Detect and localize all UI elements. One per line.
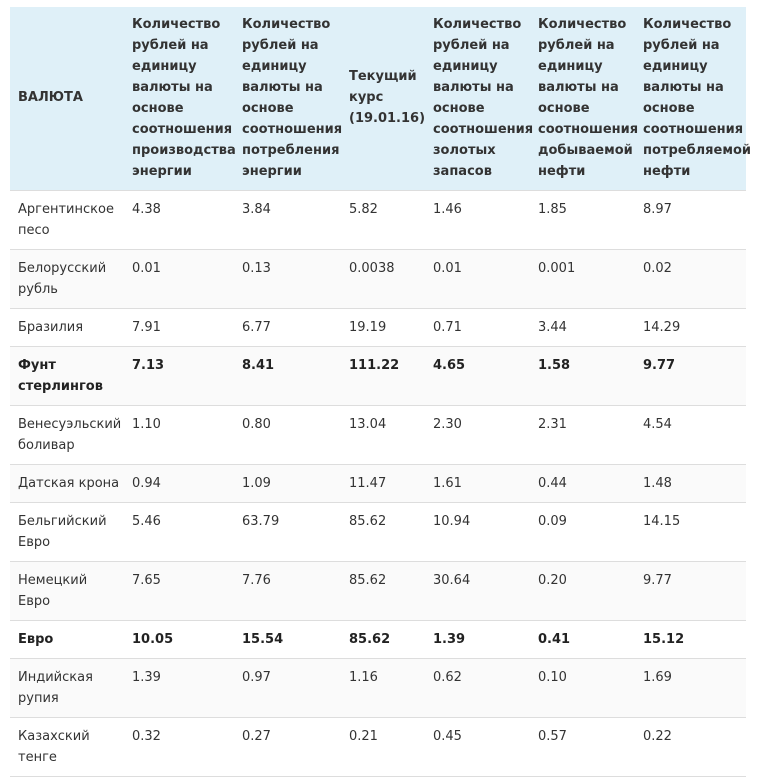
cell-value: 0.0038: [341, 250, 425, 309]
cell-value: 6.77: [234, 309, 341, 347]
cell-value: 15.54: [234, 621, 341, 659]
cell-value: 11.47: [341, 465, 425, 503]
cell-value: 1.61: [425, 465, 530, 503]
currency-table-container: [10, 7, 751, 777]
cell-currency: Евро: [10, 621, 124, 659]
cell-value: 0.97: [234, 659, 341, 718]
table-row: [10, 659, 746, 718]
cell-value: 14.29: [635, 309, 746, 347]
cell-currency: Бразилия: [10, 309, 124, 347]
cell-value: 111.22: [341, 347, 425, 406]
cell-currency: Бельгийский Евро: [10, 503, 124, 562]
cell-value: 0.09: [530, 503, 635, 562]
cell-value: 0.62: [425, 659, 530, 718]
cell-value: 2.31: [530, 406, 635, 465]
header-row: [10, 7, 746, 191]
table-row: [10, 309, 746, 347]
cell-value: 13.04: [341, 406, 425, 465]
cell-value: 15.12: [635, 621, 746, 659]
cell-value: 7.91: [124, 309, 234, 347]
cell-value: 1.85: [530, 191, 635, 250]
cell-value: 7.76: [234, 562, 341, 621]
cell-value: 1.39: [425, 621, 530, 659]
table-row: [10, 562, 746, 621]
cell-value: 1.48: [635, 465, 746, 503]
table-row: [10, 250, 746, 309]
table-row: [10, 718, 746, 777]
cell-value: 2.30: [425, 406, 530, 465]
cell-currency: Венесуэльский боливар: [10, 406, 124, 465]
cell-value: 0.32: [124, 718, 234, 777]
header-oil-production: Количество рублей на единицу валюты на основе соотношения добываемой нефти: [530, 7, 635, 191]
cell-value: 0.41: [530, 621, 635, 659]
cell-currency: Немецкий Евро: [10, 562, 124, 621]
header-currency: ВАЛЮТА: [10, 7, 124, 191]
table-row: [10, 191, 746, 250]
cell-value: 1.46: [425, 191, 530, 250]
table-body: [10, 191, 746, 777]
cell-value: 0.01: [124, 250, 234, 309]
cell-value: 4.38: [124, 191, 234, 250]
table-row: [10, 621, 746, 659]
cell-currency: Аргентинское песо: [10, 191, 124, 250]
cell-value: 8.41: [234, 347, 341, 406]
cell-currency: Белорусский рубль: [10, 250, 124, 309]
cell-value: 85.62: [341, 621, 425, 659]
cell-value: 19.19: [341, 309, 425, 347]
cell-value: 1.69: [635, 659, 746, 718]
header-energy-consumption: Количество рублей на единицу валюты на основе соотношения потребления энергии: [234, 7, 341, 191]
cell-value: 1.58: [530, 347, 635, 406]
cell-value: 85.62: [341, 562, 425, 621]
cell-value: 0.20: [530, 562, 635, 621]
cell-value: 1.16: [341, 659, 425, 718]
cell-currency: Индийская рупия: [10, 659, 124, 718]
cell-value: 1.09: [234, 465, 341, 503]
cell-currency: Датская крона: [10, 465, 124, 503]
cell-value: 0.71: [425, 309, 530, 347]
cell-value: 5.46: [124, 503, 234, 562]
table-header: [10, 7, 751, 191]
cell-value: 3.44: [530, 309, 635, 347]
cell-value: 0.57: [530, 718, 635, 777]
cell-value: 0.80: [234, 406, 341, 465]
cell-value: 63.79: [234, 503, 341, 562]
cell-value: 0.22: [635, 718, 746, 777]
cell-value: 4.65: [425, 347, 530, 406]
table-row: [10, 465, 746, 503]
cell-value: 10.94: [425, 503, 530, 562]
cell-currency: Казахский тенге: [10, 718, 124, 777]
cell-value: 8.97: [635, 191, 746, 250]
cell-value: 9.77: [635, 347, 746, 406]
cell-value: 9.77: [635, 562, 746, 621]
cell-value: 30.64: [425, 562, 530, 621]
table-row: [10, 406, 746, 465]
cell-value: 3.84: [234, 191, 341, 250]
cell-value: 0.13: [234, 250, 341, 309]
cell-value: 0.44: [530, 465, 635, 503]
cell-value: 0.10: [530, 659, 635, 718]
cell-value: 1.10: [124, 406, 234, 465]
cell-value: 14.15: [635, 503, 746, 562]
header-energy-production: Количество рублей на единицу валюты на основе соотношения производства энергии: [124, 7, 234, 191]
table-row: [10, 503, 746, 562]
cell-value: 5.82: [341, 191, 425, 250]
header-current-rate: Текущий курс (19.01.16): [341, 7, 425, 191]
cell-currency: Фунт стерлингов: [10, 347, 124, 406]
header-gold-reserves: Количество рублей на единицу валюты на основе соотношения золотых запасов: [425, 7, 530, 191]
cell-value: 7.13: [124, 347, 234, 406]
cell-value: 7.65: [124, 562, 234, 621]
cell-value: 0.27: [234, 718, 341, 777]
header-oil-consumption: Количество рублей на единицу валюты на основе соотношения потребляемой нефти: [635, 7, 746, 191]
cell-value: 1.39: [124, 659, 234, 718]
cell-value: 0.45: [425, 718, 530, 777]
cell-value: 0.21: [341, 718, 425, 777]
cell-value: 85.62: [341, 503, 425, 562]
table-row: [10, 347, 746, 406]
currency-table: [10, 7, 751, 777]
cell-value: 10.05: [124, 621, 234, 659]
cell-value: 4.54: [635, 406, 746, 465]
cell-value: 0.02: [635, 250, 746, 309]
cell-value: 0.001: [530, 250, 635, 309]
cell-value: 0.94: [124, 465, 234, 503]
cell-value: 0.01: [425, 250, 530, 309]
